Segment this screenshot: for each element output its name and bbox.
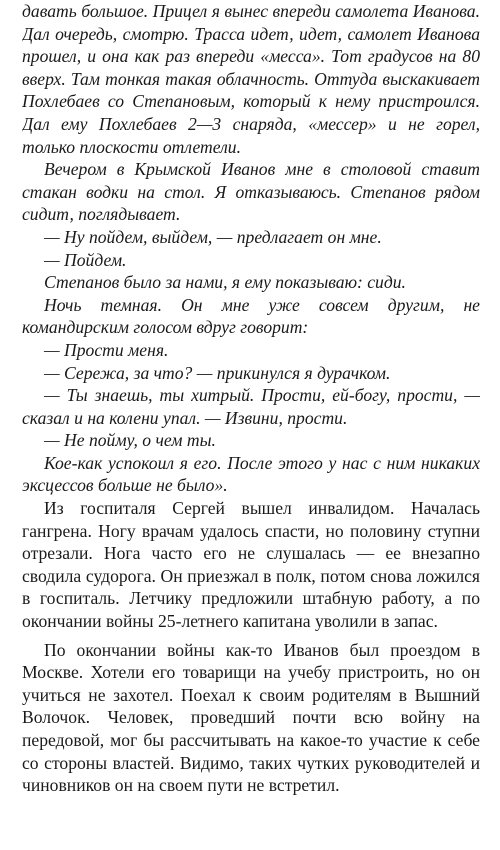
paragraph-11: Кое-как успокоил я его. После этого у нас с ним никаких эксцессов больше не было». (22, 452, 480, 496)
paragraph-7: — Прости меня. (44, 339, 169, 360)
paragraph-6: Ночь темная. Он мне уже совсем другим, не командирским голосом вдруг говорит: (22, 294, 480, 338)
paragraph-9: — Ты знаешь, ты хитрый. Прости, ей-богу, прости, — сказал и на колени упал. — Извини, прости. (22, 385, 480, 428)
book-page (22, 0, 480, 850)
paragraph-5: Степанов было за нами, я ему показываю: сиди. (44, 272, 406, 293)
paragraph-12: Из госпиталя Сергей вышел инвалидом. Началась гангрена. Ногу врачам удалось спасти, но половину ступни отрезали. Нога часто его не слушалась — ее внезапно сводила судорога. Он приезжал в полк, потом снова ложился в госпиталь. Летчику предложили штабную работу, а по окончании войны 25-летнего капитана уволили в запас. (22, 498, 480, 632)
paragraph-2: Вечером в Крымской Иванов мне в столовой ставит стакан водки на стол. Я отказываюсь. Степанов рядом сидит, поглядывает. (22, 159, 480, 225)
paragraph-1: давать большое. Прицел я вынес впереди самолета Иванова. Дал очередь, смотрю. Трасса идет, идет, самолет Иванова прошел, и она как раз впереди «месса». Тот градусов на 80 вверх. Там тонкая такая облачность. Оттуда выскакивает Похлебаев со Степановым, который к нему пристроился. Дал ему Похлебаев 2—3 снаряда, «мессер» и не горел, только плоскости отлетели. (22, 1, 480, 157)
paragraph-13: По окончании войны как-то Иванов был проездом в Москве. Хотели его товарищи на учебу пристроить, но он учиться не захотел. Поехал к своим родителям в Вышний Волочок. Человек, проведший почти всю войну на передовой, мог бы рассчитывать на какое-то участие к себе со стороны властей. Видимо, таких чутких руководителей и чиновников он на своем пути не встретил. (22, 639, 480, 796)
paragraph-4: — Пойдем. (44, 249, 127, 270)
paragraph-10: — Не пойму, о чем ты. (44, 430, 216, 451)
paragraph-8: — Сережа, за что? — прикинулся я дурачком. (44, 362, 391, 383)
paragraph-3: — Ну пойдем, выйдем, — предлагает он мне. (44, 226, 382, 247)
